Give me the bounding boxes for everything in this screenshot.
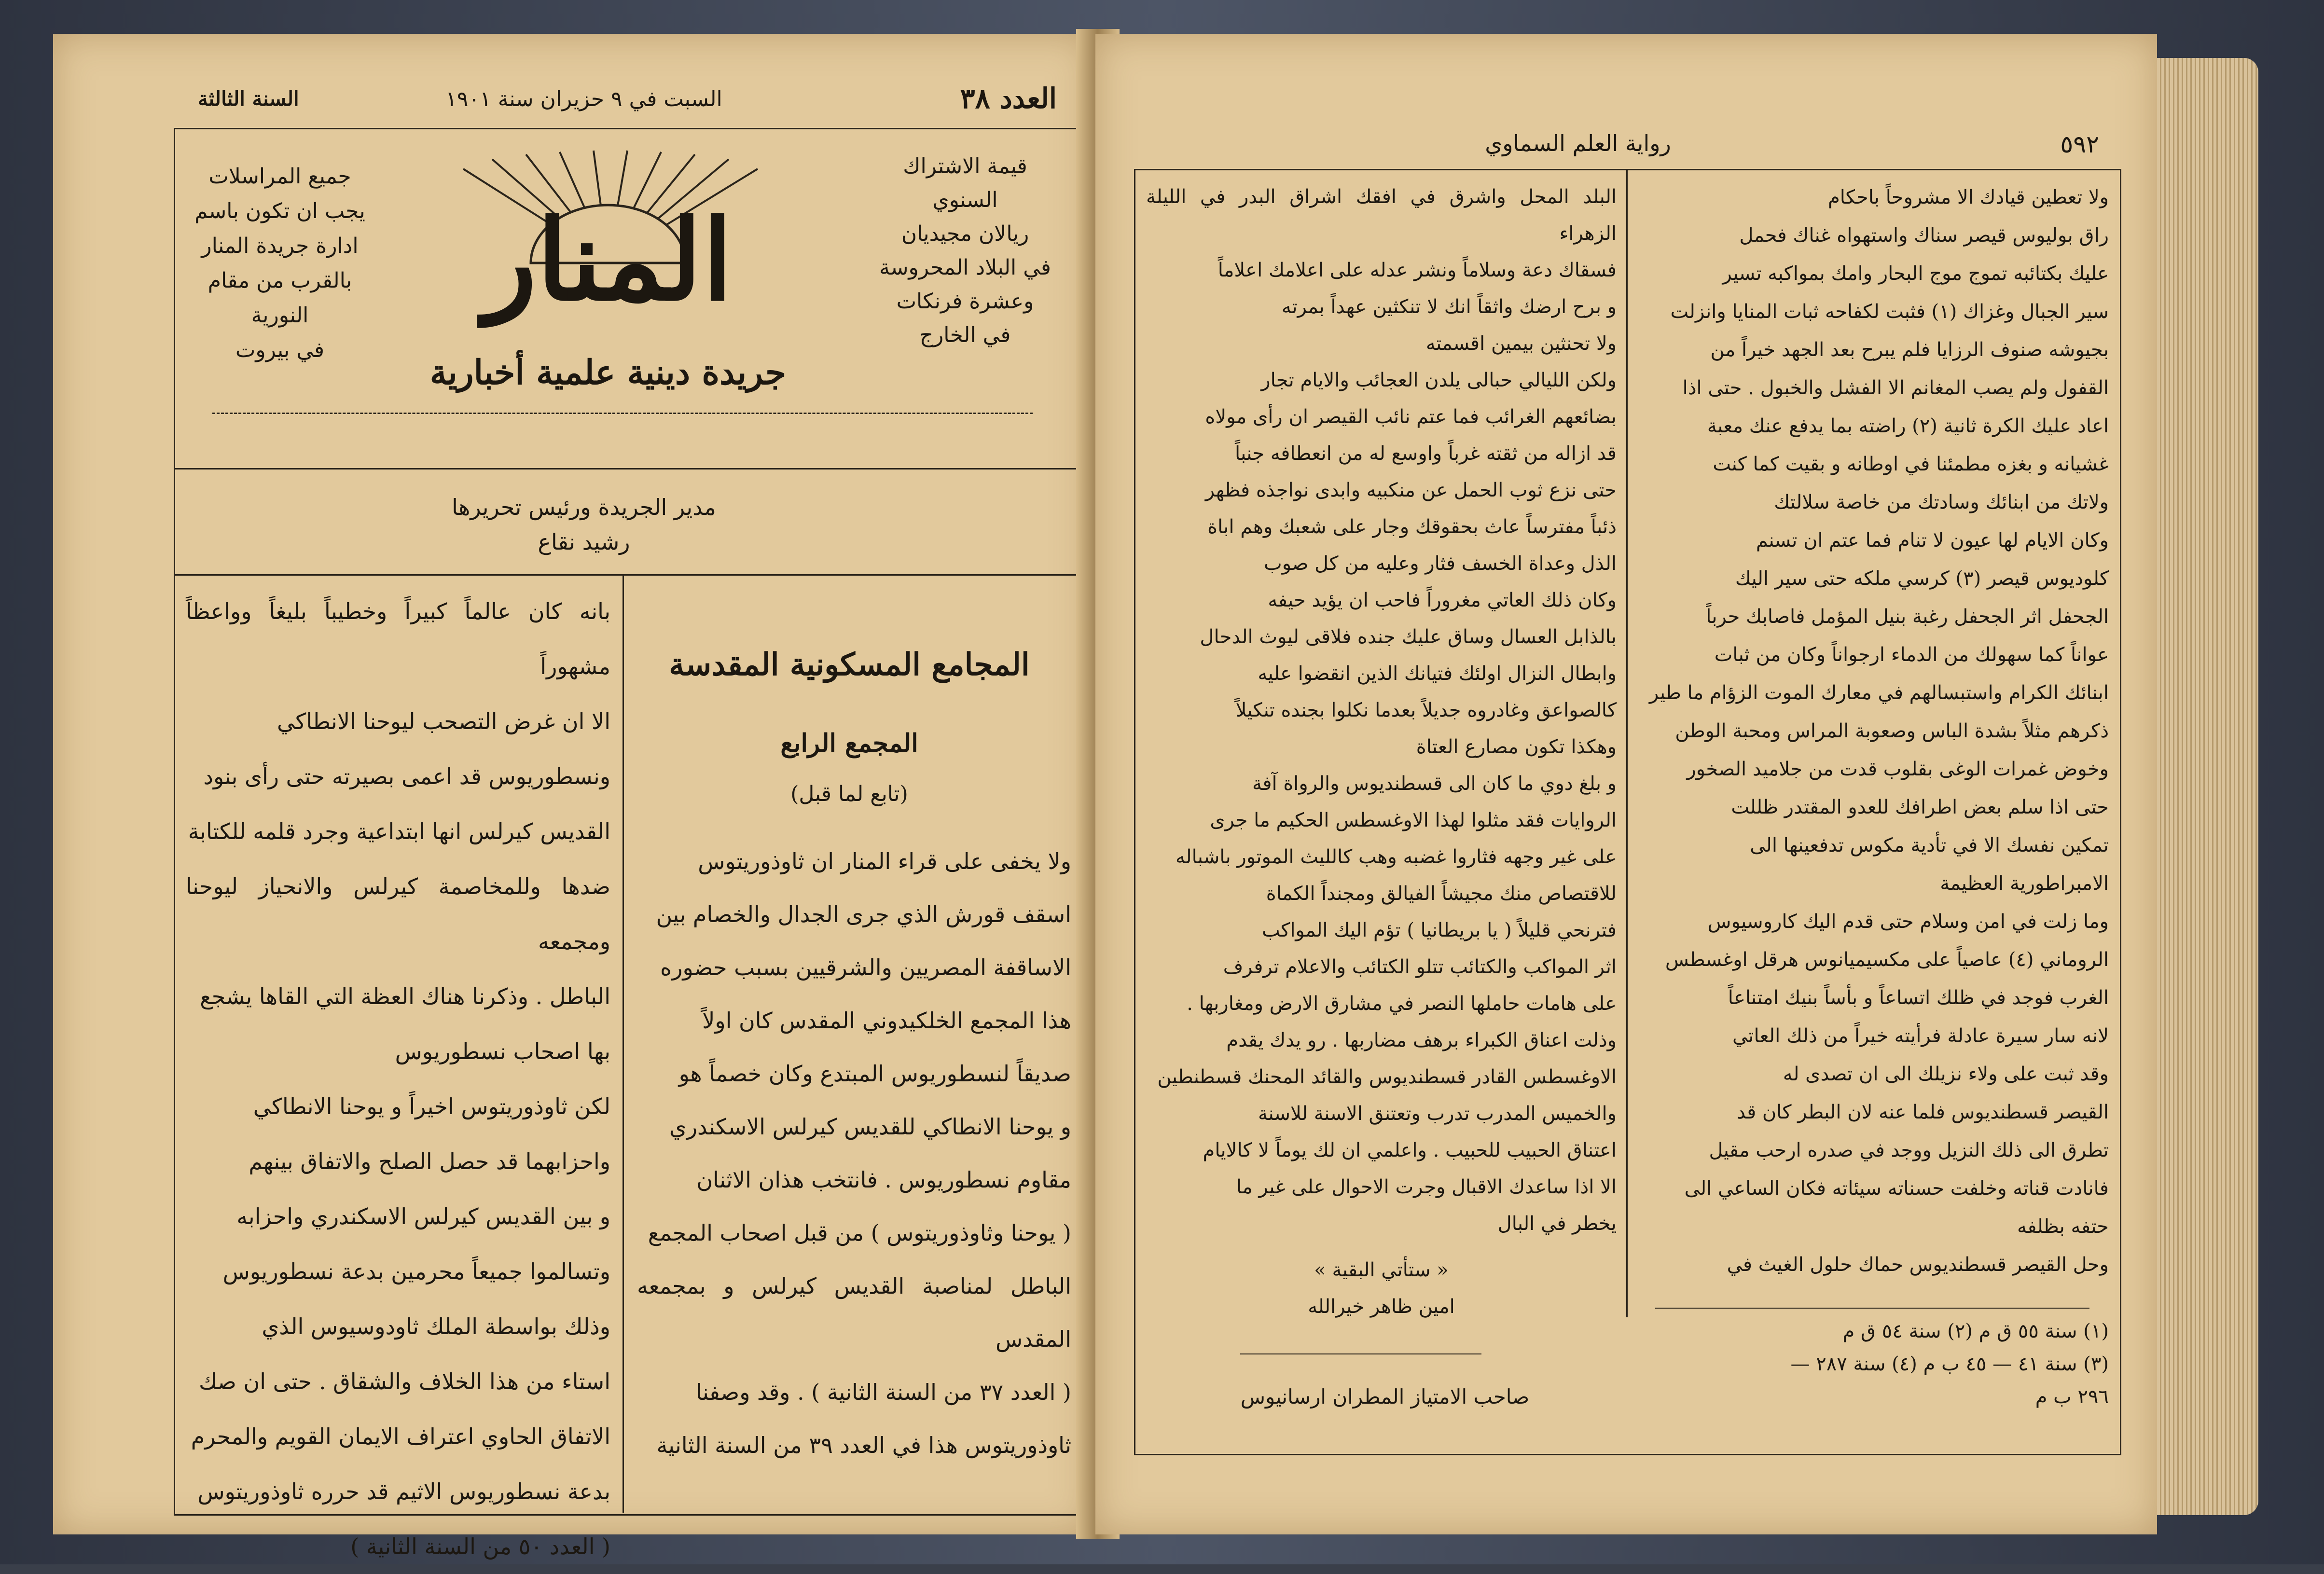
subscription-line: قيمة الاشتراك السنوي [903,154,1027,212]
story-line: فترنحي قليلاً ( يا بريطانيا ) تؤم اليك المواكب [1262,919,1617,941]
article-line: بدعة نسطوريوس الاثيم قد حرره ثاوذوريتوس [197,1478,610,1505]
page-number: ٥٩٢ [2060,130,2099,158]
story-line: تمكين نفسك الا في تأدية مكوس تدفعينها الى [1750,834,2109,856]
subscription-line: في البلاد المحروسة [879,255,1051,280]
column-divider [1626,169,1628,1317]
story-line: بضائعهم الغرائب فما عتم نائب القيصر ان رأى مولاه [1205,406,1617,428]
story-line: وكان ذلك العاتي مغروراً فاحب ان يؤيد حيفه [1268,589,1617,611]
article-left-column [186,584,610,1574]
story-line: والخميس المدرب تدرب وتعتنق الاسنة للاسنة [1258,1103,1617,1125]
story-line: اثر المواكب والكتائب تتلو الكتائب والاعلام ترفرف [1223,956,1617,978]
ornament-divider [1240,1353,1481,1354]
story-line: وقد ثبت على ولاء نزيلك الى ان تصدى له [1783,1063,2109,1085]
story-line: الروماني (٤) عاصياً على مكسيميانوس هرقل اوغسطس [1665,949,2109,971]
article-line: واحزابهما قد حصل الصلح والاتفاق بينهم [249,1148,610,1174]
article-line: وتسالموا جميعاً محرمين بدعة نسطوريوس [222,1258,610,1284]
story-right-column [1638,179,2109,1284]
correspondence-line: في بيروت [235,338,325,362]
story-line: ذئباً مفترساً عاث بحقوقك وجار على شعبك وهم اباة [1207,516,1617,538]
newspaper-tagline: جريدة دينية علمية أخبارية [429,352,787,392]
footnote: (٣) سنة ٤١ — ٤٥ ب م (٤) سنة ٢٨٧ — [1790,1353,2109,1375]
issue-number: العدد ٣٨ [960,82,1057,115]
article-line: استاء من هذا الخلاف والشقاق . حتى ان صك [199,1368,610,1395]
article-right-column [637,835,1071,1472]
story-line: بالذابل العسال وساق عليك جنده فلاقى ليوث الدحال [1200,626,1617,648]
story-line: الذل وعداة الخسف فثار وعليه من كل صوب [1264,552,1617,575]
story-line: راق بوليوس قيصر سناك واستهواه غناك فحمل [1739,224,2109,247]
story-line: وكان الايام لها عيون لا تنام فما عتم ان تسنم [1756,529,2109,552]
article-line: هذا المجمع الخلكيدوني المقدس كان اولاً [702,1008,1071,1034]
story-line: فسقاك دعة وسلاماً ونشر عدله على اعلامك اعلاماً [1217,259,1617,281]
running-title: رواية العلم السماوي [1485,130,1671,156]
story-line: للاقتصاص منك مجيشاً الفيالق ومجنداً الكماة [1266,883,1617,905]
story-line: الجحفل اثر الجحفل رغبة بنيل المؤمل فاصابك حرباً [1706,606,2109,628]
article-line: صديقاً لنسطوريوس المبتدع وكان خصماً هو [678,1061,1071,1087]
story-line: وذلت اعناق الكبراء برهف مضاربها . رو يدك يقدم [1226,1029,1617,1051]
newspaper-title: المنار [483,195,733,326]
story-line: لانه سار سيرة عادلة فرأيته خيراً من ذلك العاتي [1732,1025,2109,1047]
story-line: البلد المحل واشرق في افقك اشراق البدر في الليلة الزهراء [1146,186,1617,245]
story-line: الغرب فوجد في ظلك اتساعاً و بأساً بنيك امتناعاً [1728,987,2109,1009]
editor-line [391,490,777,559]
editor-name: رشيد نقاع [538,529,630,555]
story-line: وخوض غمرات الوغى بقلوب قدت من جلاميد الصخور [1687,758,2109,780]
continued-note: « ستأتي البقية » [1314,1259,1449,1281]
story-line: ذكرهم مثلاً بشدة الباس وصعوبة المراس ومحبة الوطن [1675,720,2109,742]
footnote: (١) سنة ٥٥ ق م (٢) سنة ٥٤ ق م [1842,1320,2109,1342]
footnote: ٢٩٦ ب م [2035,1386,2109,1408]
story-line: سير الجبال وغزاك (١) فثبت لكفاحه ثبات المنايا وانزلت [1670,301,2109,323]
story-line: غشيانه و بغزه مطمئنا في اوطانه و بقيت كما كنت [1713,453,2109,475]
story-line: قد ازاله من ثقته غرباً واوسع له من انعطافه جنباً [1234,442,1617,465]
subscription-box [873,150,1057,352]
article-heading: المجامع المسكونية المقدسة [669,647,1030,683]
story-line: و برح ارضك واثقاً انك لا تنكثين عهداً بمرته [1281,296,1617,318]
story-line: على هامات حاملها النصر في مشارق الارض ومغاربها . [1187,993,1617,1015]
story-line: حتى نزع ثوب الحمل عن منكبيه وابدى نواجذه فظهر [1205,479,1617,501]
story-line: القفول ولم يصب المغانم الا الفشل والخبول . حتى اذا [1682,377,2109,399]
story-line: عواناً كما سهولك من الدماء ارجواناً وكان من ثبات [1714,644,2109,666]
story-line: بجيوشه صنوف الرزايا فلم يبرح بعد الجهد خيراً من [1710,339,2109,361]
article-continued: (تابع لما قبل) [790,782,908,806]
article-line: الاتفاق الحاوي اعتراف الايمان القويم والمحرم [191,1423,610,1450]
story-line: الاوغسطس القادر قسطنديوس والقائد المحنك قسطنطين [1157,1066,1617,1088]
article-line: الباطل لمناصبة القديس كيرلس و بمجمعه المقدس [637,1273,1071,1352]
author-name: امين ظاهر خيرالله [1308,1296,1455,1318]
story-line: وهكذا تكون مصارع العتاة [1416,736,1617,758]
article-line: وذلك بواسطة الملك ثاودوسيوس الذي [262,1313,610,1339]
article-line: بانه كان عالماً كبيراً وخطيباً بليغاً وواعظاً مشهوراً [186,598,610,679]
story-line: وما زلت في امن وسلام حتى قدم اليك كاروسيوس [1707,911,2109,933]
story-line: القيصر قسطنديوس فلما عنه لان البطر كان قد [1737,1101,2109,1123]
story-line: ولا تحنثين بيمين اقسمته [1425,332,1617,355]
story-line: كالصواعق وغادروه جديلاً بعدما نكلوا بجنده تنكيلاً [1235,699,1617,721]
issue-date: السبت في ٩ حزيران سنة ١٩٠١ [445,87,722,111]
story-line: كلوديوس قيصر (٣) كرسي ملكه حتى سير اليك [1735,567,2109,590]
article-line: الاساقفة المصريين والشرقيين بسبب حضوره [660,954,1071,980]
article-line: لكن ثاوذوريتوس اخيراً و يوحنا الانطاكي [253,1093,610,1119]
article-line: ( يوحنا وثاوذوريتوس ) من قبل اصحاب المجمع [648,1220,1071,1246]
story-line: على غير وجهه فثاروا غضبه وهب كالليث الموتور باشباله [1175,846,1617,868]
volume-year: السنة الثالثة [198,87,299,110]
story-line: ولا تعطين قيادك الا مشروحاً باحكام [1827,186,2109,208]
story-line: وحل القيصر قسطنديوس حماك حلول الغيث في [1727,1254,2109,1276]
article-line: ونسطوريوس قد اعمى بصيرته حتى رأى بنود [203,763,610,789]
story-line: اعاد عليك الكرة ثانية (٢) راضته بما يدفع عنك معبة [1707,415,2109,437]
story-line: حتى اذا سلم بعض اطرافك للعدو المقتدر ظللت [1731,796,2109,818]
editor-divider [174,574,1081,576]
editor-title: مدير الجريدة ورئيس تحريرها [452,494,716,520]
correspondence-line: جميع المراسلات [208,164,351,189]
footnote-divider [1655,1308,2089,1309]
story-line: ابنائك الكرام واستبسالهم في معارك الموت الزؤام ما طير [1649,682,2109,704]
article-line: بها اصحاب نسطوريوس [395,1038,610,1064]
story-line: الا اذا ساعدك الاقبال وجرت الاحوال على غير ما [1236,1176,1617,1198]
page-edges [2157,58,2258,1515]
story-line: تطرق الى ذلك النزيل ووجد في صدره ارحب مقيل [1709,1139,2109,1161]
article-line: ضدها وللمخاصمة كيرلس والانحياز ليوحنا ومجمعه [186,873,610,954]
article-line: الباطل . وذكرنا هناك العظة التي القاها يشجع [200,983,610,1009]
article-line: القديس كيرلس انها ابتداعية وجرد قلمه للكتابة [188,818,610,844]
story-line: ولاتك من ابنائك وسادتك من خاصة سلالتك [1774,491,2109,513]
article-line: اسقف قورش الذي جرى الجدال والخصام بين [656,901,1071,927]
article-line: مقاوم نسطوريوس . فانتخب هذان الاثنان [696,1167,1071,1193]
correspondence-box [183,159,376,368]
subscription-line: ريالان مجيديان [901,221,1029,246]
story-line: يخطر في البال [1497,1213,1617,1235]
correspondence-line: ادارة جريدة المنار [201,234,359,258]
right-page [1095,34,2157,1534]
article-line: ( العدد ٥٠ من السنة الثانية ) [350,1533,610,1560]
story-line: الروايات فقد مثلوا لهذا الاوغسطس الحكيم ما جرى [1210,809,1617,831]
correspondence-line: بالقرب من مقام النورية [208,268,352,328]
masthead-divider [174,468,1081,469]
story-line: عليك بكتائبه تموج موج البحار وامك بمواكبه تسير [1722,262,2109,285]
publisher-line: صاحب الامتياز المطران ارسانيوس [1240,1385,1530,1408]
article-line: ثاوذوريتوس هذا في العدد ٣٩ من السنة الثانية [656,1432,1071,1458]
footnotes [1638,1315,2109,1413]
story-left-column [1146,179,1617,1325]
masthead-divider [212,413,1033,415]
open-book [34,19,2292,1560]
correspondence-line: يجب ان تكون باسم [194,199,365,223]
story-line: و بلغ دوي ما كان الى قسطنديوس والرواة آفة [1252,773,1617,795]
subscription-line: في الخارج [919,323,1011,347]
article-line: و يوحنا الانطاكي للقديس كيرلس الاسكندري [669,1114,1071,1140]
story-line: حتفه بظلفه [2017,1215,2109,1238]
story-line: ولكن الليالي حبالى يلدن العجائب والايام تجار [1261,369,1617,391]
story-line: فانادت قناته وخلفت حسناته سيئاته فكان الساعي الى [1684,1177,2109,1200]
subscription-line: وعشرة فرنكات [896,289,1034,314]
story-line: الامبراطورية العظيمة [1940,872,2109,895]
article-line: ( العدد ٣٧ من السنة الثانية ) . وقد وصفنا [695,1379,1071,1405]
left-page [53,34,1091,1560]
story-line: اعتناق الحبيب للحبيب . واعلمي ان لك يوماً لا كالايام [1203,1139,1617,1161]
article-line: ولا يخفى على قراء المنار ان ثاوذوريتوس [698,848,1071,874]
column-divider [622,574,624,1513]
article-line: الا ان غرض التصحب ليوحنا الانطاكي [277,708,610,734]
article-subheading: المجمع الرابع [780,729,918,758]
story-line: وابطال النزال اولئك فتيانك الذين انقضوا عليه [1258,663,1617,685]
article-line: و بين القديس كيرلس الاسكندري واحزابه [236,1203,610,1229]
